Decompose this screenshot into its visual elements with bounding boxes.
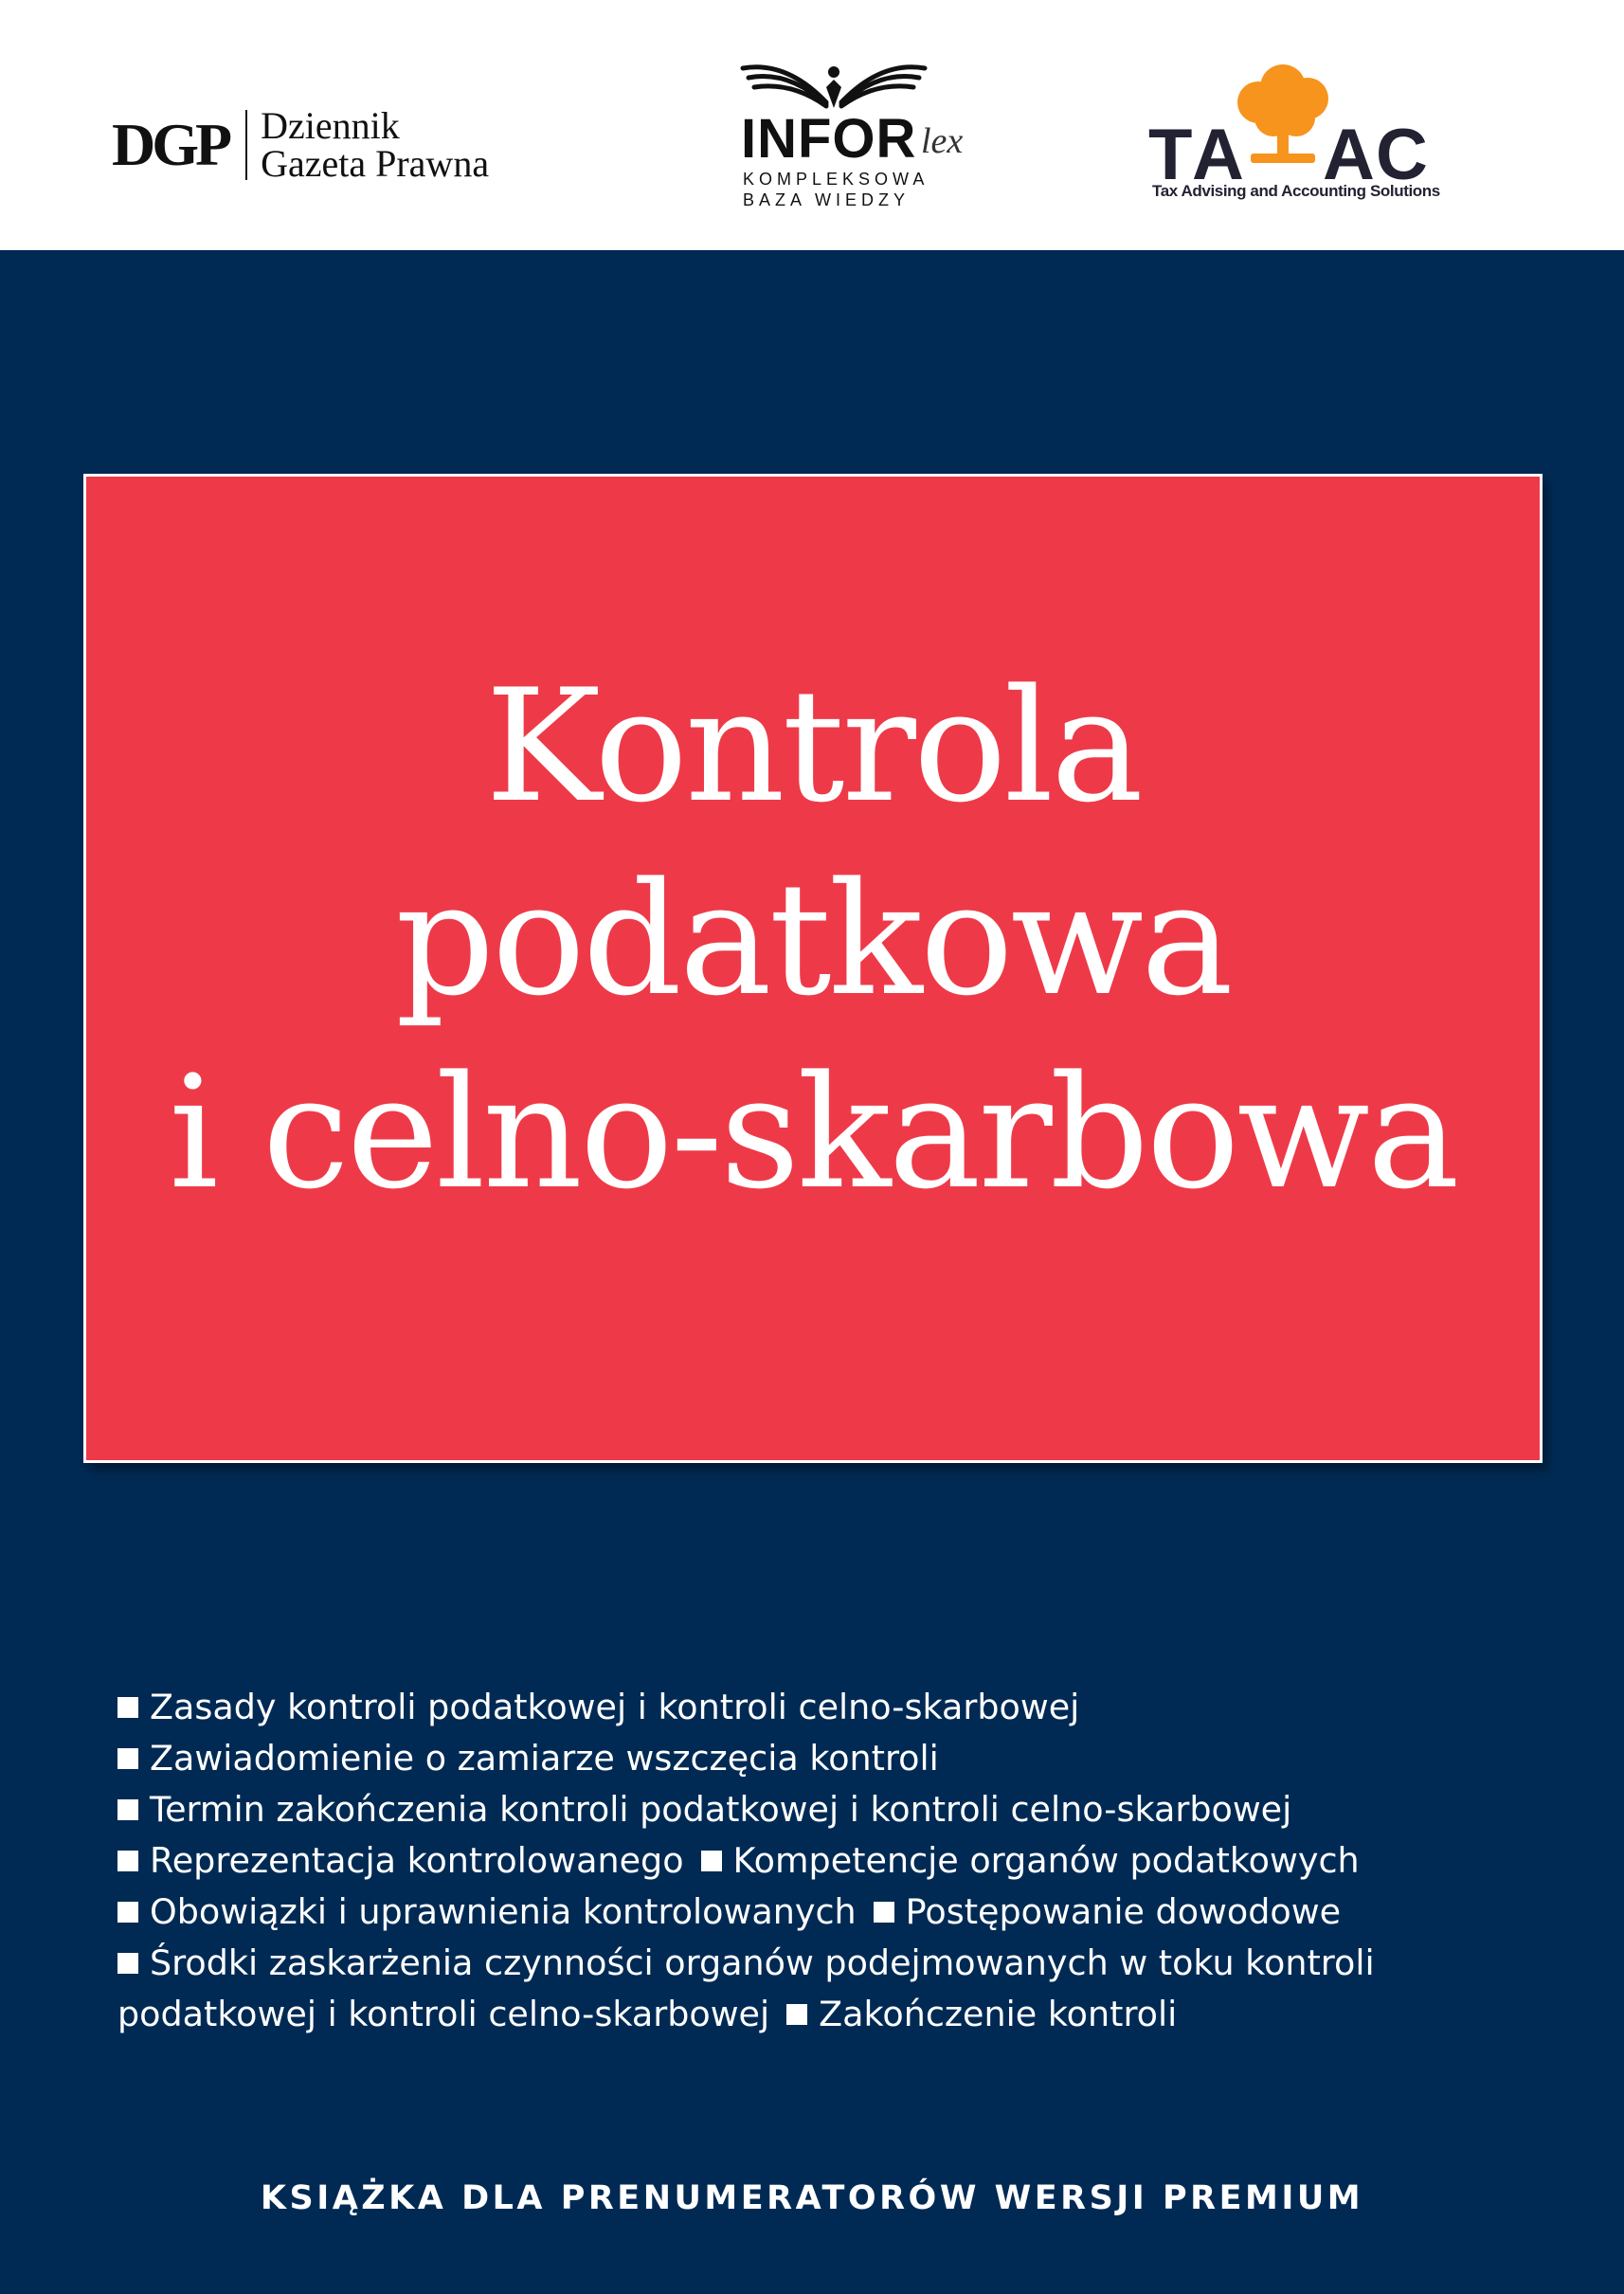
taac-logo [1145,64,1457,216]
topics-line [117,1989,1539,2040]
inforlex-logo-tagline [743,169,929,210]
square-bullet-icon [701,1851,722,1871]
dgp-logo-name [261,104,490,185]
topics-line [117,1682,1539,1733]
taac-logo-letter-c: C [1376,115,1428,195]
dgp-logo-name-line2: Gazeta Prawna [261,142,490,185]
dgp-logo-divider [245,110,247,180]
taac-logo-letter-a2: A [1323,115,1375,195]
taac-logo-letter-a1: A [1192,115,1244,195]
topics-line [117,1835,1539,1887]
inforlex-logo [739,59,985,220]
square-bullet-icon [117,1902,138,1923]
square-bullet-icon [117,1851,138,1871]
topic-item: Obowiązki i uprawnienia kontrolowanych [150,1891,857,1932]
inforlex-logo-tagline-line1: KOMPLEKSOWA [743,170,929,189]
topic-item: Postępowanie dowodowe [905,1891,1342,1932]
square-bullet-icon [117,1953,138,1974]
topics-line [117,1733,1539,1784]
publisher-header [0,0,1624,250]
topic-item: Zakończenie kontroli [819,1994,1178,2034]
book-title-line1: Kontrola [485,656,1141,837]
topics-list [117,1682,1539,2040]
square-bullet-icon [874,1902,894,1923]
book-title [86,650,1540,1230]
book-title-line3: i celno-skarbowa [169,1042,1457,1223]
topic-item: Termin zakończenia kontroli podatkowej i kontroli celno-skarbowej [150,1789,1292,1830]
taac-logo-letter-t: T [1148,115,1193,195]
topic-item: Środki zaskarżenia czynności organów podejmowanych w toku kontroli [150,1942,1375,1983]
topics-line [117,1938,1539,1989]
dgp-logo [112,102,489,188]
square-bullet-icon [117,1799,138,1820]
topic-item: Zawiadomienie o zamiarze wszczęcia kontroli [150,1738,939,1779]
inforlex-logo-suffix: lex [921,121,964,161]
square-bullet-icon [786,2004,807,2025]
topic-item-continuation: podatkowej i kontroli celno-skarbowej [117,1994,770,2034]
topic-item: Reprezentacja kontrolowanego [150,1840,684,1881]
square-bullet-icon [117,1748,138,1769]
premium-subscriber-label: KSIĄŻKA DLA PRENUMERATORÓW WERSJI PREMIUM [260,2179,1364,2217]
book-title-line2: podatkowa [395,849,1231,1030]
inforlex-logo-tagline-line2: BAZA WIEDZY [743,190,911,209]
taac-logo-tagline: Tax Advising and Accounting Solutions [1152,182,1440,200]
topics-line [117,1784,1539,1835]
topics-line [117,1887,1539,1938]
title-panel [83,474,1543,1463]
square-bullet-icon [117,1697,138,1718]
dgp-logo-mark: DGP [112,111,229,178]
inforlex-logo-word: INFOR [741,108,917,170]
dgp-logo-name-line1: Dziennik [261,104,400,147]
topic-item: Zasady kontroli podatkowej i kontroli celno-skarbowej [150,1687,1080,1727]
topic-item: Kompetencje organów podatkowych [732,1840,1360,1881]
open-book-icon [739,59,929,112]
